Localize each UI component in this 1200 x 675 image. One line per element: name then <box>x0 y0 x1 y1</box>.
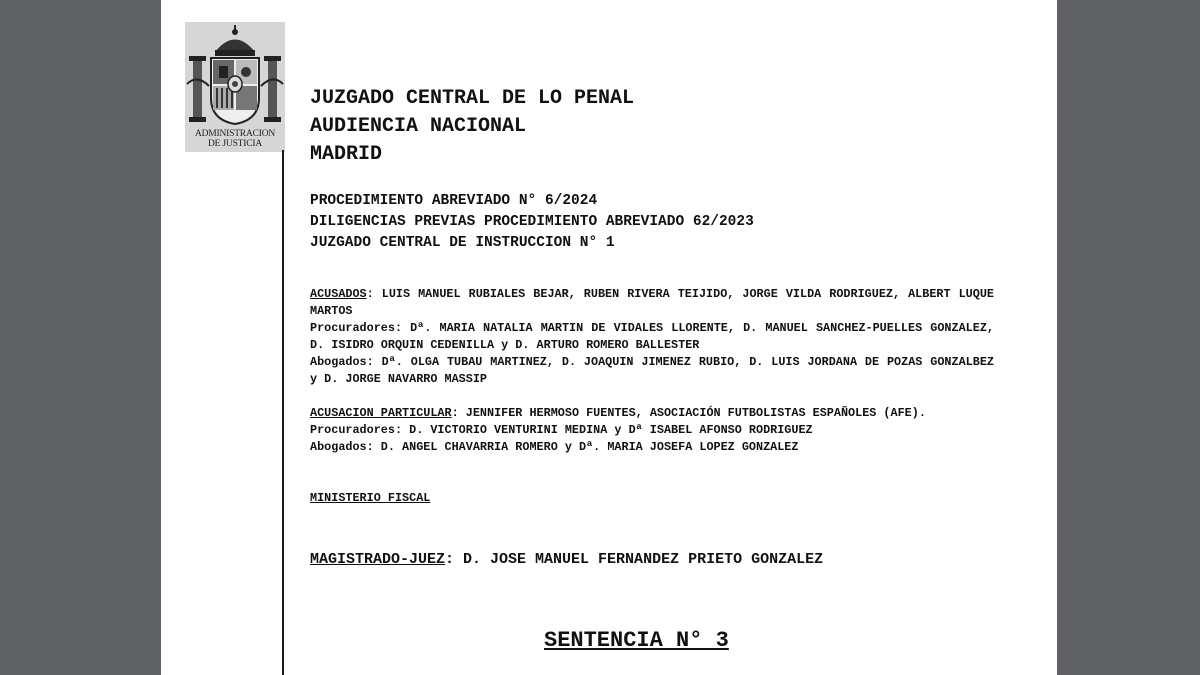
private-prosecution-label: ACUSACION PARTICULAR <box>310 406 452 420</box>
private-prosecution-section <box>310 405 994 456</box>
sentence-title: SENTENCIA N° 3 <box>544 628 729 653</box>
court-header <box>310 85 634 169</box>
private-prosecution-procuradores: Procuradores: D. VICTORIO VENTURINI MEDINA y Dª ISABEL AFONSO RODRIGUEZ <box>310 423 813 437</box>
accused-abogados: Abogados: Dª. OLGA TUBAU MARTINEZ, D. JOAQUIN JIMENEZ RUBIO, D. LUIS JORDANA DE POZAS GONZALBEZ y D. JORGE NAVARRO MASSIP <box>310 355 994 386</box>
public-prosecutor-section <box>310 490 994 507</box>
margin-rule <box>282 150 284 675</box>
procedure-number: PROCEDIMIENTO ABREVIADO N° 6/2024 <box>310 193 598 209</box>
coat-of-arms-seal <box>185 22 285 152</box>
accused-procuradores: Procuradores: Dª. MARIA NATALIA MARTIN DE VIDALES LLORENTE, D. MANUEL SANCHEZ-PUELLES GONZALEZ, D. ISIDRO ORQUIN CEDENILLA y D. ARTURO ROMERO BALLESTER <box>310 321 994 352</box>
procedure-block <box>310 191 754 254</box>
private-prosecution-paragraph <box>310 405 994 422</box>
preliminary-proceedings: DILIGENCIAS PREVIAS PROCEDIMIENTO ABREVIADO 62/2023 <box>310 214 754 230</box>
private-prosecution-abogados: Abogados: D. ANGEL CHAVARRIA ROMERO y Dª. MARIA JOSEFA LOPEZ GONZALEZ <box>310 440 799 454</box>
public-prosecutor-label: MINISTERIO FISCAL <box>310 491 431 505</box>
private-prosecution-names: : JENNIFER HERMOSO FUENTES, ASOCIACIÓN FUTBOLISTAS ESPAÑOLES (AFE). <box>451 406 926 420</box>
judge-label: MAGISTRADO-JUEZ <box>310 551 446 568</box>
seal-caption-line2: DE JUSTICIA <box>207 139 262 149</box>
accused-label: ACUSADOS <box>310 287 367 301</box>
accused-section <box>310 286 994 388</box>
court-name: JUZGADO CENTRAL DE LO PENAL <box>310 87 635 110</box>
court-city: MADRID <box>310 143 383 166</box>
court-tribunal: AUDIENCIA NACIONAL <box>310 115 527 138</box>
seal-caption-line1: ADMINISTRACION <box>194 129 276 139</box>
accused-names: : LUIS MANUEL RUBIALES BEJAR, RUBEN RIVERA TEIJIDO, JORGE VILDA RODRIGUEZ, ALBERT LUQUE MARTOS <box>310 287 994 318</box>
judge-name: : D. JOSE MANUEL FERNANDEZ PRIETO GONZALEZ <box>445 551 824 568</box>
coat-of-arms-icon <box>185 22 285 128</box>
judge-line <box>310 549 823 571</box>
accused-names-paragraph <box>310 286 994 320</box>
instruction-court: JUZGADO CENTRAL DE INSTRUCCION N° 1 <box>310 235 615 251</box>
document-page <box>161 0 1057 675</box>
seal-caption <box>185 129 285 149</box>
